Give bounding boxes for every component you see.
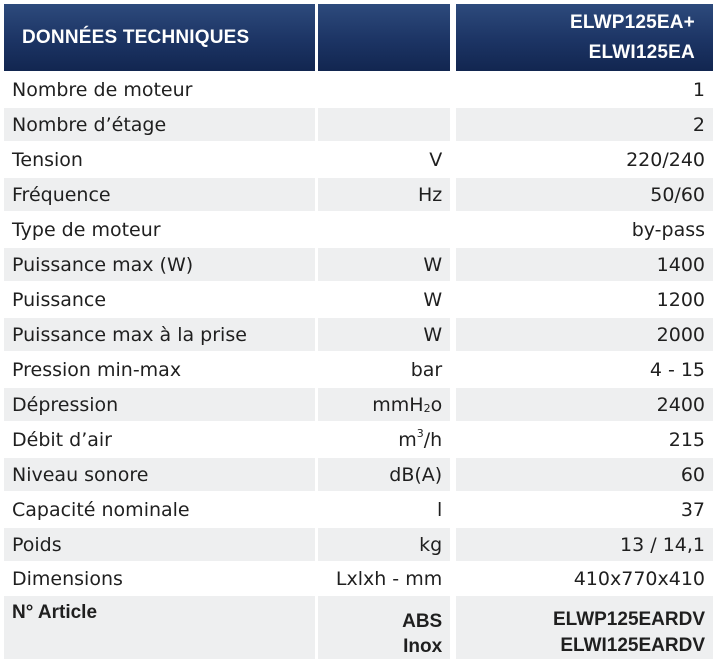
article-number-column	[456, 596, 713, 659]
table-row	[0, 248, 717, 281]
header-model-column	[456, 4, 713, 71]
unit-subscript: 2	[423, 402, 431, 415]
row-label: Débit d’air	[4, 423, 315, 456]
unit-tail: /h	[423, 428, 443, 451]
row-value: 13 / 14,1	[456, 528, 713, 561]
row-value: 37	[456, 493, 713, 526]
row-unit: dB(A)	[318, 458, 450, 491]
row-value: 1400	[456, 248, 713, 281]
table-row	[0, 423, 717, 456]
row-unit	[318, 108, 450, 141]
article-material-inox: Inox	[403, 636, 443, 657]
header-unit-column	[318, 4, 450, 71]
unit-main: m	[398, 428, 417, 451]
table-row	[0, 388, 717, 421]
row-value: by-pass	[456, 213, 713, 246]
row-label: Fréquence	[4, 178, 315, 211]
row-label: Dimensions	[4, 563, 315, 594]
row-value: 4 - 15	[456, 353, 713, 386]
article-number-inox: ELWI125EARDV	[560, 635, 706, 656]
table-row	[0, 108, 717, 141]
row-unit: Lxlxh - mm	[318, 563, 450, 594]
row-unit	[318, 73, 450, 106]
unit-tail: o	[430, 393, 443, 416]
row-label: Dépression	[4, 388, 315, 421]
unit-superscript: 3	[416, 427, 424, 440]
row-value: 2000	[456, 318, 713, 351]
row-value: 1200	[456, 283, 713, 316]
header-title: DONNÉES TECHNIQUES	[4, 4, 315, 71]
row-label: Nombre de moteur	[4, 73, 315, 106]
row-value: 2	[456, 108, 713, 141]
unit-main: mmH	[372, 393, 424, 416]
table-row	[0, 458, 717, 491]
row-unit: Hz	[318, 178, 450, 211]
table-row	[0, 143, 717, 176]
row-label: Poids	[4, 528, 315, 561]
row-value: 60	[456, 458, 713, 491]
row-unit	[318, 423, 450, 456]
article-material-column	[318, 596, 450, 659]
row-label: Nombre d’étage	[4, 108, 315, 141]
table-row	[0, 283, 717, 316]
article-label: N° Article	[4, 596, 315, 659]
row-unit: kg	[318, 528, 450, 561]
table-row	[0, 353, 717, 386]
row-label: Puissance	[4, 283, 315, 316]
table-row	[0, 73, 717, 106]
row-label: Puissance max (W)	[4, 248, 315, 281]
row-unit: l	[318, 493, 450, 526]
row-unit: V	[318, 143, 450, 176]
row-unit	[318, 213, 450, 246]
row-unit: W	[318, 318, 450, 351]
row-unit: W	[318, 248, 450, 281]
row-label: Tension	[4, 143, 315, 176]
article-material-abs: ABS	[402, 611, 443, 632]
table-row	[0, 178, 717, 211]
row-label: Puissance max à la prise	[4, 318, 315, 351]
row-value: 220/240	[456, 143, 713, 176]
row-value: 50/60	[456, 178, 713, 211]
article-number-abs: ELWP125EARDV	[552, 609, 706, 630]
row-value: 215	[456, 423, 713, 456]
row-value: 1	[456, 73, 713, 106]
table-header-row	[0, 4, 717, 71]
row-unit: W	[318, 283, 450, 316]
table-row	[0, 213, 717, 246]
row-label: Type de moteur	[4, 213, 315, 246]
row-unit: bar	[318, 353, 450, 386]
row-unit	[318, 388, 450, 421]
row-label: Niveau sonore	[4, 458, 315, 491]
row-value: 2400	[456, 388, 713, 421]
header-model-line-1: ELWP125EA+	[569, 11, 695, 33]
table-row	[0, 493, 717, 526]
table-row	[0, 528, 717, 561]
article-number-row	[0, 596, 717, 659]
header-model-line-2: ELWI125EA	[588, 41, 695, 63]
row-label: Capacité nominale	[4, 493, 315, 526]
table-row	[0, 563, 717, 594]
row-value: 410x770x410	[456, 563, 713, 594]
row-label: Pression min-max	[4, 353, 315, 386]
table-row	[0, 318, 717, 351]
